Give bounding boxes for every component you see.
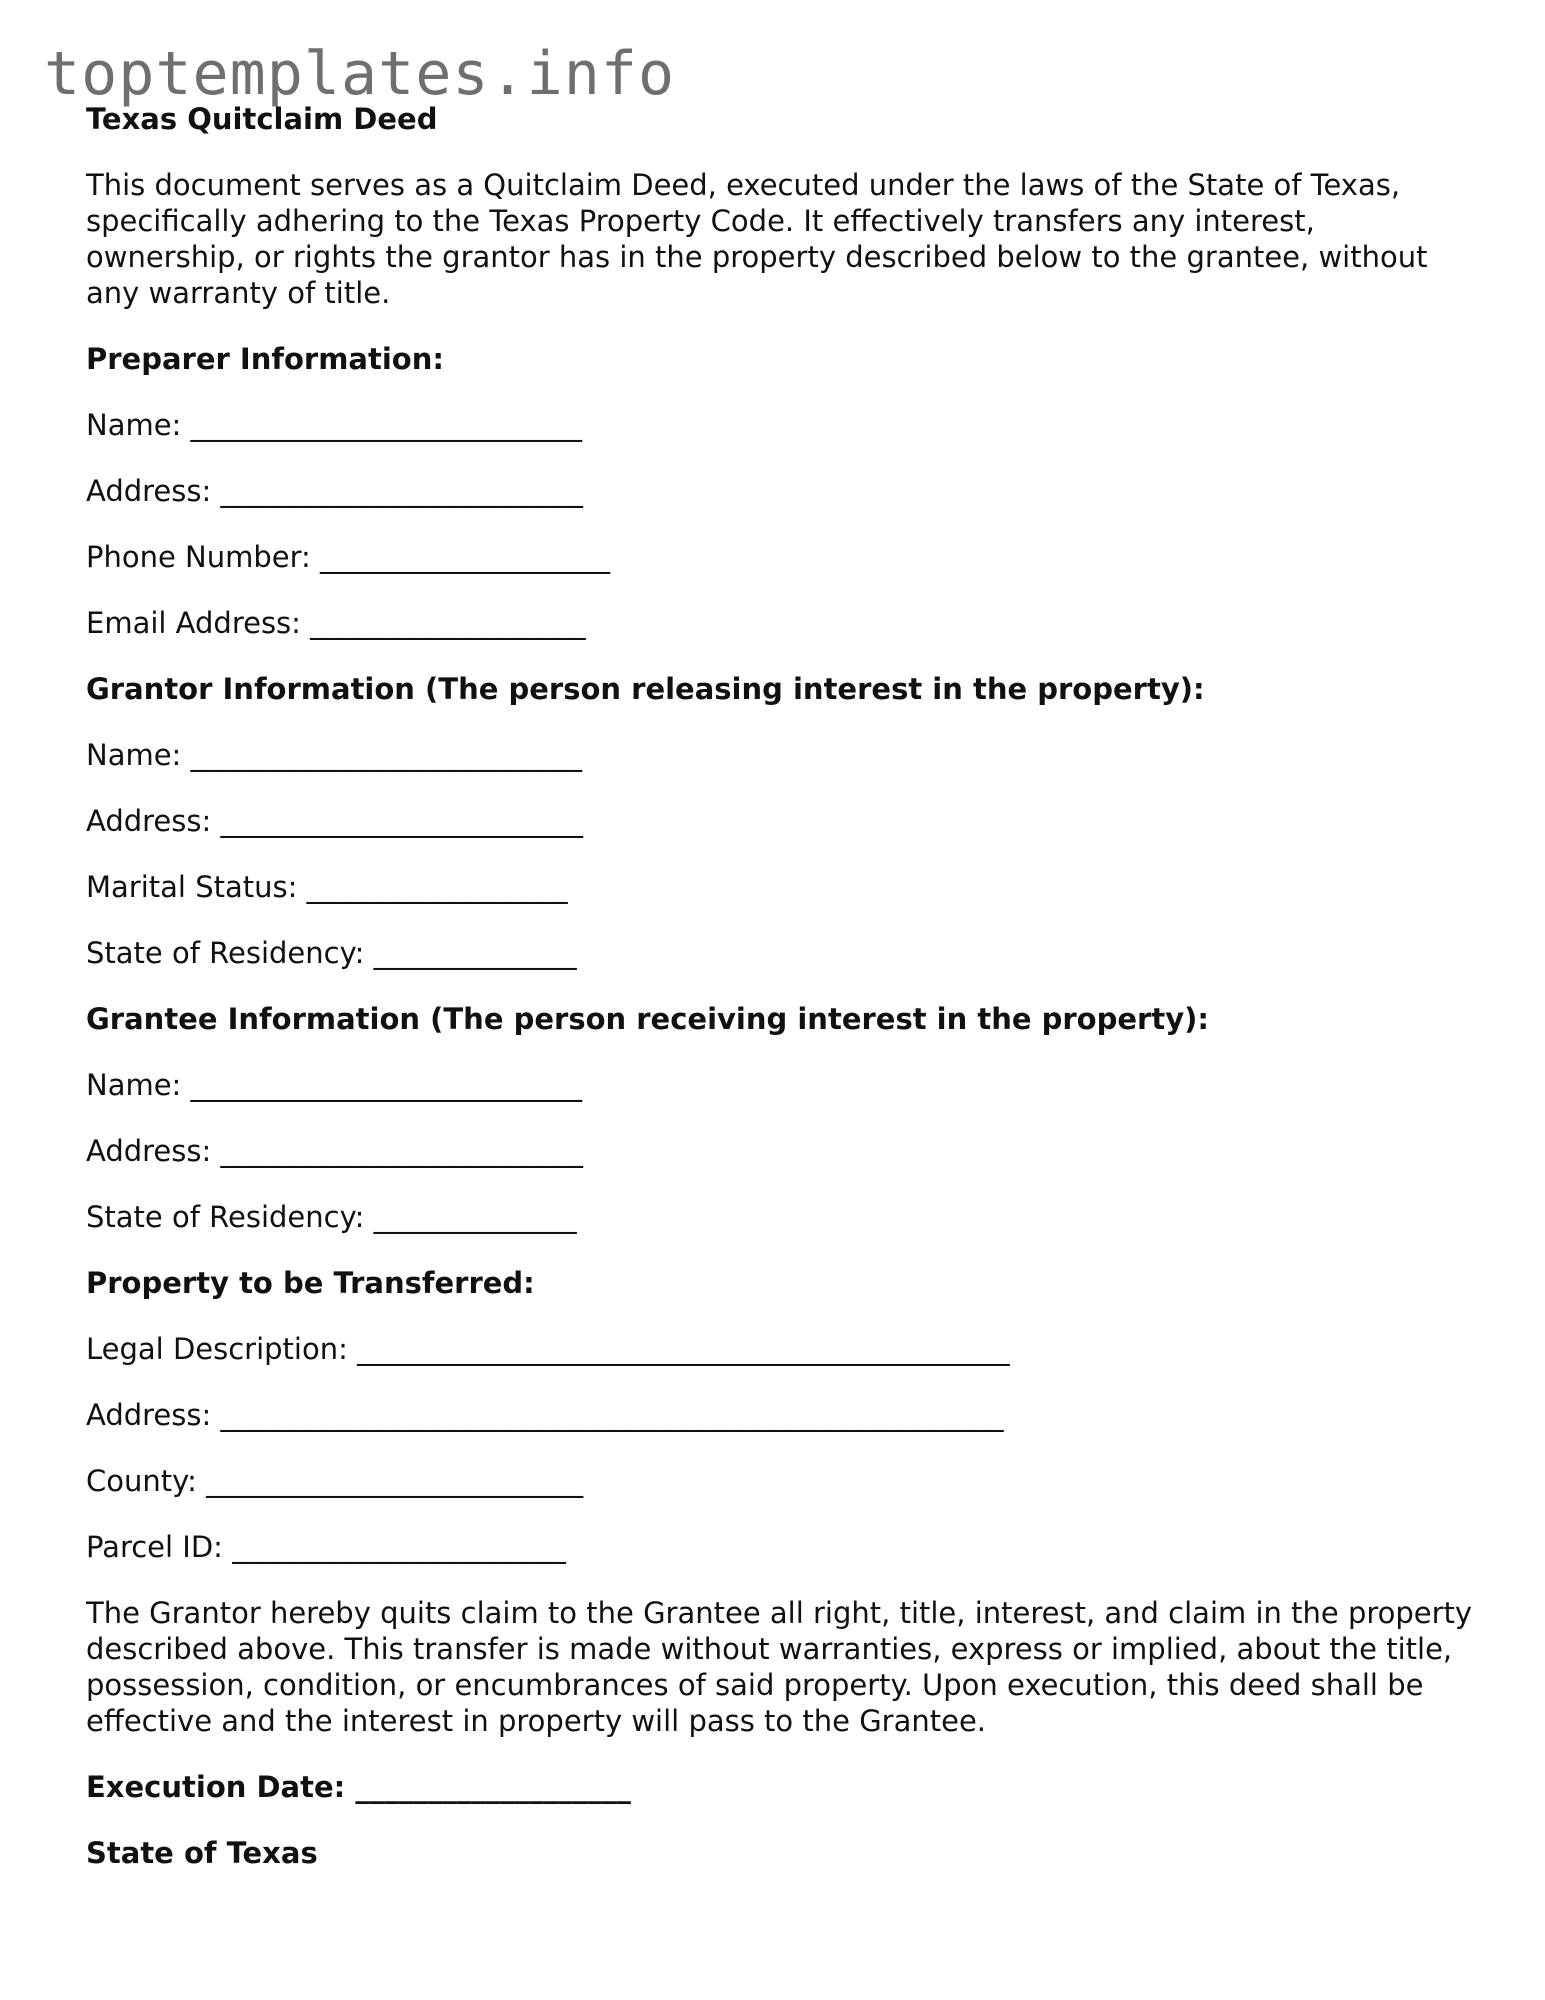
- grantee-residency-blank[interactable]: ______________: [373, 1200, 577, 1234]
- grantee-address-field[interactable]: [86, 1133, 1476, 1169]
- preparer-email-blank[interactable]: ___________________: [310, 606, 586, 640]
- preparer-phone-blank[interactable]: ____________________: [320, 540, 611, 574]
- state-heading: State of Texas: [86, 1836, 318, 1870]
- preparer-phone-field[interactable]: [86, 539, 1476, 575]
- preparer-email-label: Email Address:: [86, 606, 311, 640]
- grantee-name-blank[interactable]: ___________________________: [190, 1068, 583, 1102]
- property-address-label: Address:: [86, 1398, 221, 1432]
- grantor-address-blank[interactable]: _________________________: [220, 804, 583, 838]
- preparer-phone-label: Phone Number:: [86, 540, 321, 574]
- grantor-residency-field[interactable]: [86, 935, 1476, 971]
- preparer-email-field[interactable]: [86, 605, 1476, 641]
- property-legal-label: Legal Description:: [86, 1332, 358, 1366]
- property-county-blank[interactable]: __________________________: [206, 1464, 584, 1498]
- property-legal-blank[interactable]: _____________________________________________: [357, 1332, 1010, 1366]
- grantee-residency-field[interactable]: [86, 1199, 1476, 1235]
- grantee-heading: Grantee Information (The person receiving interest in the property):: [86, 1002, 1209, 1036]
- grantee-residency-label: State of Residency:: [86, 1200, 374, 1234]
- grantee-name-field[interactable]: [86, 1067, 1476, 1103]
- watermark: toptemplates.info: [44, 39, 676, 109]
- grantor-residency-blank[interactable]: ______________: [373, 936, 577, 970]
- preparer-name-blank[interactable]: ___________________________: [190, 408, 583, 442]
- grantee-address-label: Address:: [86, 1134, 221, 1168]
- property-county-label: County:: [86, 1464, 207, 1498]
- property-legal-field[interactable]: [86, 1331, 1476, 1367]
- execution-date-blank[interactable]: ___________________: [355, 1770, 631, 1804]
- property-heading: Property to be Transferred:: [86, 1266, 535, 1300]
- grantee-address-blank[interactable]: _________________________: [220, 1134, 583, 1168]
- preparer-name-label: Name:: [86, 408, 191, 442]
- execution-date-field[interactable]: [86, 1769, 1476, 1805]
- property-parcel-blank[interactable]: _______________________: [232, 1530, 566, 1564]
- grantor-address-label: Address:: [86, 804, 221, 838]
- preparer-address-field[interactable]: [86, 473, 1476, 509]
- property-parcel-label: Parcel ID:: [86, 1530, 233, 1564]
- property-county-field[interactable]: [86, 1463, 1476, 1499]
- property-address-blank[interactable]: ______________________________________________________: [220, 1398, 1004, 1432]
- grantor-marital-blank[interactable]: __________________: [306, 870, 568, 904]
- grantor-marital-field[interactable]: [86, 869, 1476, 905]
- execution-date-label: Execution Date:: [86, 1770, 356, 1804]
- grantor-name-blank[interactable]: ___________________________: [190, 738, 583, 772]
- preparer-address-blank[interactable]: _________________________: [220, 474, 583, 508]
- document-body: [86, 101, 1476, 1901]
- preparer-name-field[interactable]: [86, 407, 1476, 443]
- transfer-paragraph: The Grantor hereby quits claim to the Grantee all right, title, interest, and claim in the property described above. This transfer is made without warranties, express or implied, about the title, possession, condition, or encumbrances of said property. Upon execution, this deed shall be effective and the interest in property will pass to the Grantee.: [86, 1596, 1473, 1738]
- document-title: Texas Quitclaim Deed: [86, 102, 438, 136]
- grantor-address-field[interactable]: [86, 803, 1476, 839]
- intro-paragraph: This document serves as a Quitclaim Deed, executed under the laws of the State of Texas, specifically adhering to the Texas Property Code. It effectively transfers any interest, ownership, or rights the grantor has in the property described below to the grantee, without any warranty of title.: [86, 168, 1428, 310]
- grantor-name-field[interactable]: [86, 737, 1476, 773]
- grantor-name-label: Name:: [86, 738, 191, 772]
- property-address-field[interactable]: [86, 1397, 1476, 1433]
- grantor-heading: Grantor Information (The person releasing interest in the property):: [86, 672, 1205, 706]
- preparer-heading: Preparer Information:: [86, 342, 444, 376]
- grantor-marital-label: Marital Status:: [86, 870, 307, 904]
- preparer-address-label: Address:: [86, 474, 221, 508]
- grantor-residency-label: State of Residency:: [86, 936, 374, 970]
- property-parcel-field[interactable]: [86, 1529, 1476, 1565]
- grantee-name-label: Name:: [86, 1068, 191, 1102]
